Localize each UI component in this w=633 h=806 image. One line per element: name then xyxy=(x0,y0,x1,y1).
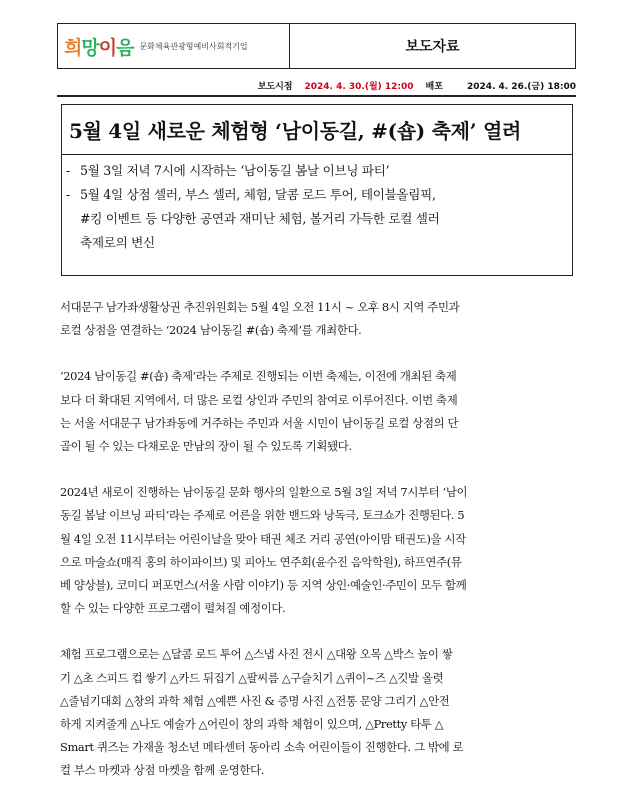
paragraph: 서대문구 남가좌생활상권 추진위원회는 5월 4일 오전 11시 ~ 오후 8시 지역 주민과 로컬 상점을 연결하는 ‘2024 남이동길 #(숍) 축제’를 개최한다. xyxy=(60,300,460,338)
headline-subpoints xyxy=(61,154,573,276)
doc-type-title: 보도자료 xyxy=(405,39,460,55)
embargo-value: 2024. 4. 30.(월) 12:00 xyxy=(304,81,414,92)
paragraph: ‘2024 남이동길 #(숍) 축제’라는 주제로 진행되는 이번 축제는, 이전에 개최된 축제 보다 더 확대된 지역에서, 더 많은 로컬 상인과 주민의 참여로 이루어진다. 이번 축제 는 서울 서대문구 남가좌동에 거주하는 주민과 서울 시민이 남이동길 로컬 상점의 단 골이 될 수 있는 다채로운 만남의 장이 될 수 있도록 기획됐다. xyxy=(60,369,459,454)
subpoint: - 5월 4일 상점 셀러, 부스 셀러, 체험, 달콤 로드 투어, 테이블올림픽, #킹 이벤트 등 다양한 공연과 재미난 체험, 볼거리 가득한 로컬 셀러 축제로의 변신 xyxy=(66,187,440,250)
embargo-label: 보도시점 xyxy=(257,81,293,92)
article-body xyxy=(60,296,578,806)
headline-title: 5월 4일 새로운 체험형 ‘남이동길, #(숍) 축제’ 열려 xyxy=(61,104,573,155)
header-box xyxy=(57,23,576,69)
logo: 희망이음 xyxy=(64,36,134,59)
distribution-value: 2024. 4. 26.(금) 18:00 xyxy=(466,81,576,92)
paragraph: 체험 프로그램으로는 △달콤 로드 투어 △스냅 사진 전시 △대왕 오목 △박스 높이 쌓 기 △초 스피드 컵 쌓기 △카드 뒤집기 △팔씨름 △구슬치기 △퀴이~즈 △깃발 올렷 △줄넘기대회 △창의 과학 체험 △예쁜 사진 & 증명 사진 △전통 문양 그리기 △안전 하게 지켜줄게 △나도 예술가 △어린이 창의 과학 체험이 있으며, △Pretty 타투 △ Smart 퀴즈는 가재울 청소년 메타센터 동아리 소속 어린이들이 진행한다. 그 밖에 로 컬 부스 마켓과 상점 마켓을 함께 운영한다. xyxy=(60,647,464,778)
logo-cell xyxy=(58,24,290,68)
distribution-label: 배포 xyxy=(425,81,443,92)
logo-subtitle: 문화체육관광형예비사회적기업 xyxy=(139,41,248,51)
subpoint: - 5월 3일 저녁 7시에 시작하는 ‘남이동길 봄날 이브닝 파티’ xyxy=(66,163,390,178)
paragraph: 2024년 새로이 진행하는 남이동길 문화 행사의 일환으로 5월 3일 저녁 7시부터 ‘남이 동길 봄날 이브닝 파티’라는 주제로 어른을 위한 밴드와 낭독극, 토크쇼가 진행된다. 5 월 4일 오전 11시부터는 어린이날을 맞아 태권 체조 거리 공연(아이맘 태권도)을 시작 으로 마술쇼(매직 홍의 하이파이브) 및 피아노 연주회(윤수진 음악학원), 하프연주(뮤 베 양상블), 코미디 퍼포먼스(서울 사람 이야기) 등 지역 상인·예술인·주민이 모두 함께 할 수 있는 다양한 프로그램이 펼쳐질 예정이다. xyxy=(60,485,468,616)
release-dates xyxy=(57,76,576,94)
header-rule xyxy=(57,95,576,97)
